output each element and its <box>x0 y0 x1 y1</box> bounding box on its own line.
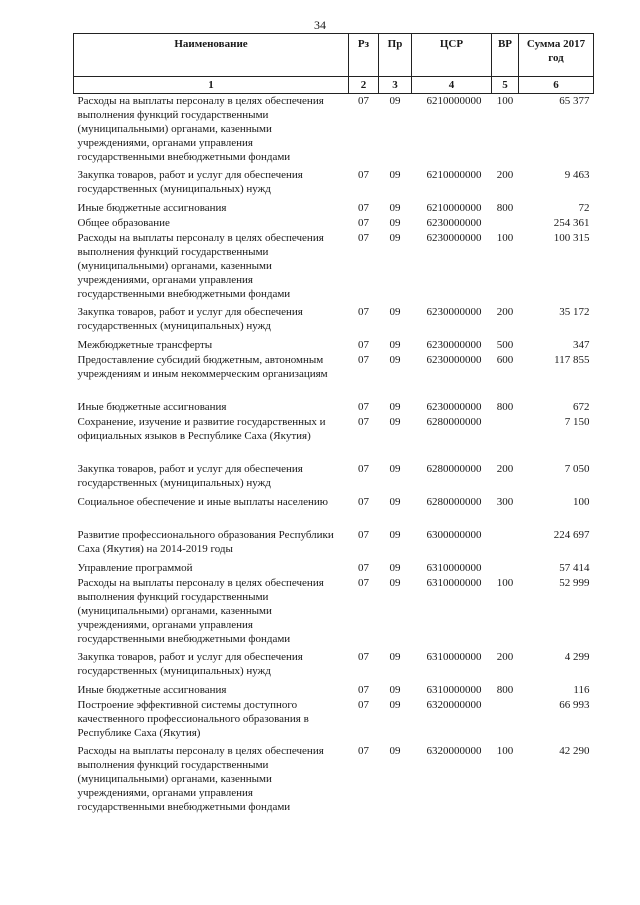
row-pr: 09 <box>389 529 401 541</box>
row-vr: 800 <box>496 401 514 413</box>
budget-table <box>73 33 594 818</box>
row-vr <box>492 415 519 462</box>
row-rz: 07 <box>358 651 369 663</box>
row-pr: 09 <box>389 354 401 366</box>
row-sum: 66 993 <box>559 699 590 711</box>
row-vr: 200 <box>496 169 514 181</box>
table-row <box>74 698 594 744</box>
row-vr: 500 <box>496 339 514 351</box>
row-sum: 57 414 <box>559 562 590 574</box>
row-sum: 100 <box>573 496 590 508</box>
row-rz: 07 <box>358 354 369 366</box>
header-pr: Пр <box>379 34 412 77</box>
row-csr: 6280000000 <box>426 463 482 475</box>
row-rz: 07 <box>358 169 369 181</box>
row-name: Управление программой <box>77 562 193 574</box>
row-name: Развитие профессионального образования Республики Саха (Якутия) на 2014-2019 годы <box>77 529 334 555</box>
table-header-row <box>74 34 594 77</box>
row-name: Иные бюджетные ассигнования <box>77 684 227 696</box>
row-pr: 09 <box>389 95 401 107</box>
row-rz: 07 <box>358 232 369 244</box>
row-rz: 07 <box>358 562 369 574</box>
row-name: Построение эффективной системы доступного качественного профессионального образования в Республике Саха (Якутия) <box>77 699 309 739</box>
table-row <box>74 216 594 231</box>
row-rz: 07 <box>358 577 369 589</box>
row-pr: 09 <box>389 416 401 428</box>
table-row <box>74 561 594 576</box>
row-name: Расходы на выплаты персоналу в целях обеспечения выполнения функций государственными (муниципальными) органами, казенными учреждениями, органами управления государственными внебюджетными фондами <box>77 95 324 163</box>
row-vr: 100 <box>496 745 514 757</box>
row-csr: 6320000000 <box>426 745 482 757</box>
row-pr: 09 <box>389 577 401 589</box>
table-body <box>74 94 594 819</box>
table-row <box>74 495 594 528</box>
table-row <box>74 576 594 650</box>
row-rz: 07 <box>358 339 369 351</box>
row-name: Закупка товаров, работ и услуг для обеспечения государственных (муниципальных) нужд <box>77 169 303 195</box>
row-csr: 6320000000 <box>426 699 482 711</box>
row-vr: 200 <box>496 463 514 475</box>
row-rz: 07 <box>358 401 369 413</box>
row-name: Межбюджетные трансферты <box>77 339 213 351</box>
row-rz: 07 <box>358 699 369 711</box>
row-csr: 6310000000 <box>426 651 482 663</box>
row-csr: 6300000000 <box>426 529 482 541</box>
row-vr: 100 <box>496 577 514 589</box>
row-vr: 100 <box>496 232 514 244</box>
row-pr: 09 <box>389 463 401 475</box>
row-sum: 254 361 <box>553 217 590 229</box>
row-vr <box>492 528 519 561</box>
row-pr: 09 <box>389 651 401 663</box>
column-number: 5 <box>492 77 519 94</box>
row-pr: 09 <box>389 699 401 711</box>
row-csr: 6230000000 <box>426 339 482 351</box>
table-row <box>74 338 594 353</box>
row-rz: 07 <box>358 529 369 541</box>
table-row <box>74 400 594 415</box>
table-row <box>74 462 594 495</box>
table-row <box>74 744 594 818</box>
row-pr: 09 <box>389 232 401 244</box>
header-name: Наименование <box>74 34 349 77</box>
row-csr: 6230000000 <box>426 401 482 413</box>
row-csr: 6230000000 <box>426 217 482 229</box>
header-rz: Рз <box>349 34 379 77</box>
row-rz: 07 <box>358 416 369 428</box>
row-pr: 09 <box>389 684 401 696</box>
row-pr: 09 <box>389 745 401 757</box>
row-csr: 6280000000 <box>426 416 482 428</box>
row-pr: 09 <box>389 401 401 413</box>
column-number: 1 <box>74 77 349 94</box>
row-vr <box>492 698 519 744</box>
row-csr: 6230000000 <box>426 354 482 366</box>
row-vr: 200 <box>496 306 514 318</box>
row-rz: 07 <box>358 217 369 229</box>
row-sum: 347 <box>573 339 590 351</box>
row-name: Иные бюджетные ассигнования <box>77 401 227 413</box>
row-vr: 100 <box>496 95 514 107</box>
table-row <box>74 353 594 400</box>
row-name: Расходы на выплаты персоналу в целях обеспечения выполнения функций государственными (муниципальными) органами, казенными учреждениями, органами управления государственными внебюджетными фондами <box>77 745 324 813</box>
row-sum: 224 697 <box>553 529 590 541</box>
header-csr: ЦСР <box>412 34 492 77</box>
row-pr: 09 <box>389 562 401 574</box>
row-pr: 09 <box>389 496 401 508</box>
column-number-row <box>74 77 594 94</box>
row-rz: 07 <box>358 306 369 318</box>
row-sum: 65 377 <box>559 95 590 107</box>
row-csr: 6280000000 <box>426 496 482 508</box>
row-csr: 6210000000 <box>426 202 482 214</box>
row-name: Предоставление субсидий бюджетным, автономным учреждениям и иным некоммерческим организациям <box>77 354 328 380</box>
row-pr: 09 <box>389 169 401 181</box>
row-pr: 09 <box>389 202 401 214</box>
row-rz: 07 <box>358 684 369 696</box>
row-csr: 6210000000 <box>426 169 482 181</box>
row-vr: 200 <box>496 651 514 663</box>
row-sum: 100 315 <box>553 232 590 244</box>
column-number: 3 <box>379 77 412 94</box>
table-row <box>74 528 594 561</box>
row-csr: 6230000000 <box>426 306 482 318</box>
row-rz: 07 <box>358 202 369 214</box>
row-rz: 07 <box>358 496 369 508</box>
row-sum: 72 <box>578 202 590 214</box>
row-sum: 9 463 <box>564 169 590 181</box>
row-vr: 800 <box>496 202 514 214</box>
table-row <box>74 94 594 169</box>
column-number: 4 <box>412 77 492 94</box>
row-name: Расходы на выплаты персоналу в целях обеспечения выполнения функций государственными (муниципальными) органами, казенными учреждениями, органами управления государственными внебюджетными фондами <box>77 232 324 300</box>
row-sum: 7 050 <box>564 463 590 475</box>
row-name: Закупка товаров, работ и услуг для обеспечения государственных (муниципальных) нужд <box>77 651 303 677</box>
row-rz: 07 <box>358 463 369 475</box>
row-name: Сохранение, изучение и развитие государственных и официальных языков в Республике Саха (Якутия) <box>77 416 326 442</box>
row-sum: 117 855 <box>554 354 590 366</box>
column-number: 6 <box>519 77 594 94</box>
row-pr: 09 <box>389 339 401 351</box>
table-row <box>74 415 594 462</box>
page-number: 34 <box>314 18 326 32</box>
row-vr: 800 <box>496 684 514 696</box>
table-row <box>74 231 594 305</box>
row-sum: 7 150 <box>564 416 590 428</box>
row-sum: 35 172 <box>559 306 590 318</box>
row-vr <box>492 216 519 231</box>
row-vr <box>492 561 519 576</box>
row-name: Расходы на выплаты персоналу в целях обеспечения выполнения функций государственными (муниципальными) органами, казенными учреждениями, органами управления государственными внебюджетными фондами <box>77 577 324 645</box>
row-sum: 672 <box>573 401 590 413</box>
header-vr: ВР <box>492 34 519 77</box>
row-csr: 6310000000 <box>426 562 482 574</box>
row-csr: 6230000000 <box>426 232 482 244</box>
row-sum: 42 290 <box>559 745 590 757</box>
header-sum: Сумма 2017 год <box>519 34 594 77</box>
row-rz: 07 <box>358 95 369 107</box>
row-name: Социальное обеспечение и иные выплаты населению <box>77 496 329 508</box>
column-number: 2 <box>349 77 379 94</box>
table-row <box>74 201 594 216</box>
row-name: Общее образование <box>77 217 170 229</box>
row-sum: 116 <box>573 684 590 696</box>
row-vr: 600 <box>496 354 514 366</box>
row-sum: 52 999 <box>559 577 590 589</box>
row-csr: 6310000000 <box>426 684 482 696</box>
row-vr: 300 <box>496 496 514 508</box>
row-csr: 6210000000 <box>426 95 482 107</box>
row-name: Закупка товаров, работ и услуг для обеспечения государственных (муниципальных) нужд <box>77 463 303 489</box>
table-row <box>74 683 594 698</box>
row-pr: 09 <box>389 306 401 318</box>
table-row <box>74 650 594 683</box>
row-sum: 4 299 <box>564 651 590 663</box>
table-row <box>74 305 594 338</box>
row-pr: 09 <box>389 217 401 229</box>
table-row <box>74 168 594 201</box>
row-name: Закупка товаров, работ и услуг для обеспечения государственных (муниципальных) нужд <box>77 306 303 332</box>
row-name: Иные бюджетные ассигнования <box>77 202 227 214</box>
row-csr: 6310000000 <box>426 577 482 589</box>
row-rz: 07 <box>358 745 369 757</box>
